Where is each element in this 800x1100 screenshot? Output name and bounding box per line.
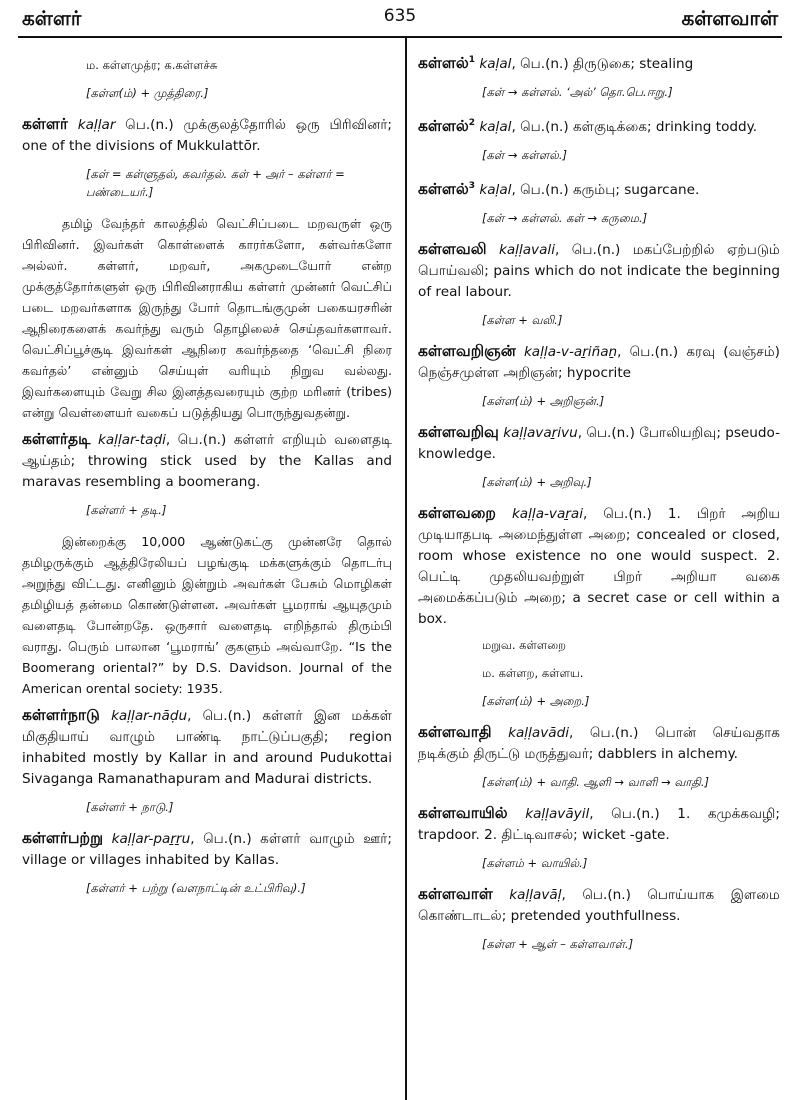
headword: கள்ளவாயில் — [418, 804, 508, 823]
dictionary-entry — [418, 113, 780, 138]
entry-definition: , பெ.(n.) பொன் செய்வதாக நடிக்கும் திருட்டு மருத்துவர்; dabblers in alchemy. — [418, 725, 780, 763]
cognate-note: ம. கள்ளமுத்ர; க.கள்ளச்சு — [86, 58, 218, 72]
transliteration: kaḷḷa-vaṟai — [511, 506, 583, 523]
header-right-guideword: கள்ளவாள் — [681, 6, 778, 30]
headword: கள்ளவாள் — [418, 885, 493, 904]
note-paragraph: தமிழ் வேந்தர் காலத்தில் வெட்சிப்படை மறவருள் ஒரு பிரிவினர். இவர்கள் கொள்ளைக் காரர்களோ, கள்வர்களோ அல்லர். கள்ளர், மறவர், அகமுடையோர் என்ற முக்குத்தோர்களுள் ஒரு பிரிவினராகிய கள்ளர் முன்னர் வெட்சிப் படை மறவர்களாக இருந்து போர் தொடங்குமுன் பகையரசரின் ஆநிரைகளைக் கவர்ந்து வரும் தொழிலைச் செய்தவர்களாவர். வெட்சிப்பூச்சூடி இவர்கள் ஆநிரை கவர்ந்ததை ‘வெட்சி நிரை கவர்தல்’ என்னும் செய்யுள் வரியும் நிறுவ வல்லது. இவர்களையும் வேறு சில இனத்தவரையும் குற்ற மரினர் (tribes) என்று வெள்ளையர் வகைப் படுத்தியது பொருந்துவதன்று. — [22, 216, 392, 420]
headword: கள்ளர்பற்று — [22, 829, 104, 847]
headword: கள்ளர்தடி — [22, 430, 91, 448]
headword: கள்ளவலி — [418, 240, 487, 259]
headword: கள்ளல்$^3$ — [418, 180, 476, 199]
etymology: [கள்ள(ம்) + வாதி. ஆளி → வாளி → வாதி.] — [482, 775, 709, 790]
dictionary-entry — [418, 503, 780, 630]
header-left-guideword: கள்ளர் — [22, 6, 82, 30]
entry-definition: , பெ.(n.) கள்குடிக்கை; drinking toddy. — [511, 119, 758, 136]
transliteration: kaḷḷavali — [498, 242, 555, 259]
etymology: [கள் → கள்ளல். ‘அல்’ தொ.பெ.ஈறு.] — [482, 85, 673, 100]
headword: கள்ளவாதி — [418, 723, 492, 742]
header-rule — [18, 36, 782, 38]
headword: கள்ளர் — [22, 115, 68, 133]
dictionary-entry — [22, 828, 392, 871]
headword: கள்ளல்$^1$ — [418, 54, 476, 73]
dictionary-entry — [418, 722, 780, 765]
headword: கள்ளவறை — [418, 504, 496, 523]
dictionary-entry — [418, 422, 780, 465]
page-header — [0, 0, 800, 36]
headword: கள்ளர்நாடு — [22, 706, 100, 724]
etymology: [கள்ள + ஆள் – கள்ளவாள்.] — [482, 937, 634, 952]
headword: கள்ளவறிவு — [418, 423, 499, 442]
dictionary-entry — [418, 884, 780, 927]
etymology: [கள்ள(ம்) + அறை.] — [482, 694, 590, 709]
etymology: [கள்ள(ம்) + அறிவு.] — [482, 475, 592, 490]
dictionary-entry — [418, 176, 780, 201]
synonym-note: மறுவ. கள்ளறை — [482, 638, 567, 653]
left-column — [22, 50, 392, 909]
dictionary-entry — [22, 114, 392, 157]
etymology: [கள்ளர் + தடி.] — [86, 503, 167, 517]
entry-definition: , பெ.(n.) பொய்யாக இளமை கொண்டாடல்; pretended youthfullness. — [418, 887, 780, 925]
etymology: [கள்ளர் + நாடு.] — [86, 800, 174, 814]
headword: கள்ளல்$^2$ — [418, 117, 476, 136]
transliteration: kaḷal — [479, 119, 512, 136]
transliteration: kaḷḷar-nāḍu — [111, 708, 188, 724]
note-paragraph: இன்றைக்கு 10,000 ஆண்டுகட்கு முன்னரே தொல் தமிழருக்கும் ஆத்திரேலியப் பழங்குடி மக்களுக்கும் தொடர்பு அறுந்து விட்டது. எனினும் இன்றும் அவர்கள் பேசும் மொழிகள் தமிழியத் தன்மை கொண்டுள்ளன. அவர்கள் பூமராங் ஆயுதமும் வளைதடி போன்றதே. ஒருசார் வளைதடி எறிந்தால் திரும்பி வராது. பெரும் பாலான ‘பூமராங்’ குகளும் அவ்வாறே. “Is the Boomerang oriental?” by D.S. Davidson. Journal of the American orental society: 1935. — [22, 534, 392, 696]
transliteration: kaḷḷar-paṟṟu — [111, 831, 191, 847]
transliteration: kaḷḷavāyil — [525, 806, 590, 823]
dictionary-entry — [418, 803, 780, 846]
entry-definition: , பெ.(n.) 1. கமுக்கவழி; trapdoor. 2. திட்டிவாசல்; wicket -gate. — [418, 806, 781, 844]
dictionary-entry — [22, 705, 392, 790]
entry-definition: , பெ.(n.) திருடுகை; stealing — [511, 56, 694, 73]
headword: கள்ளவறிஞன் — [418, 342, 516, 361]
transliteration: kaḷḷavāḷ — [509, 887, 562, 904]
right-column — [418, 50, 780, 965]
transliteration: kaḷḷavādi — [508, 725, 569, 742]
etymology: [கள் → கள்ளல்.] — [482, 148, 567, 163]
entry-definition: , பெ.(n.) கரவு (வஞ்சம்) நெஞ்சமுள்ள அறிஞன்; hypocrite — [418, 344, 780, 382]
etymology: [கள்ளம் + வாயில்.] — [482, 856, 588, 871]
etymology: [கள்ள(ம்) + அறிஞன்.] — [482, 394, 605, 409]
dictionary-entry — [418, 50, 780, 75]
entry-definition: , பெ.(n.) கள்ளர் இன மக்கள் மிகுதியாய் வாழும் பாண்டி நாட்டுப்பகுதி; region inhabited mostly by Kallar in and around Pudukottai Sivaganga Ramanathapuram and Madurai districts. — [22, 708, 393, 787]
etymology: [கள்ளர் + பற்று (வளநாட்டின் உட்பிரிவு).] — [86, 881, 306, 895]
etymology: [கள்ள(ம்) + முத்திரை.] — [86, 86, 209, 100]
transliteration: kaḷal — [479, 182, 512, 199]
entry-definition: , பெ.(n.) கள்ளர் எறியும் வளைதடி ஆய்தம்; throwing stick used by the Kallas and maravas resembling a boomerang. — [22, 432, 392, 490]
transliteration: kaḷal — [479, 56, 512, 73]
column-divider — [405, 37, 407, 1100]
cognate-note: ம. கள்ளற, கள்ளய. — [482, 666, 584, 681]
transliteration: kaḷḷar — [77, 117, 116, 133]
etymology: [கள் → கள்ளல். கள் → கருமை.] — [482, 211, 648, 226]
etymology: [கள்ள + வலி.] — [482, 313, 563, 328]
transliteration: kaḷḷa-v-aṟiñaṉ — [523, 344, 618, 361]
entry-definition: பெ.(n.) முக்குலத்தோரில் ஒரு பிரிவினர்; one of the divisions of Mukkulattōr. — [22, 117, 392, 154]
entry-definition: , பெ.(n.) கள்ளர் வாழும் ஊர்; village or villages inhabited by Kallas. — [22, 831, 392, 868]
etymology: [கள் = கள்ளுதல், கவர்தல். கள் + அர் – கள்ளர் = பண்டையர்.] — [86, 167, 345, 199]
entry-definition: , பெ.(n.) கரும்பு; sugarcane. — [511, 182, 700, 199]
entry-definition: , பெ.(n.) 1. பிறர் அறிய முடியாதபடி அமைந்துள்ள அறை; concealed or closed, room whose existence no one would suspect. 2. பெட்டி முதலியவற்றுள் பிறர் அறியா வகை அமைக்கப்படும் அறை; a secret case or cell within a box. — [418, 506, 780, 628]
entry-definition: , பெ.(n.) போலியறிவு; pseudo-knowledge. — [418, 425, 781, 463]
dictionary-entry — [22, 429, 392, 493]
page-number: 635 — [383, 6, 417, 26]
dictionary-entry — [418, 239, 780, 303]
dictionary-entry — [418, 341, 780, 384]
entry-definition: , பெ.(n.) மகப்பேற்றில் ஏற்படும் பொய்வலி; pains which do not indicate the beginning of real labour. — [418, 242, 780, 301]
transliteration: kaḷḷavaṟivu — [503, 425, 578, 442]
transliteration: kaḷḷar-taḍi — [97, 432, 166, 448]
